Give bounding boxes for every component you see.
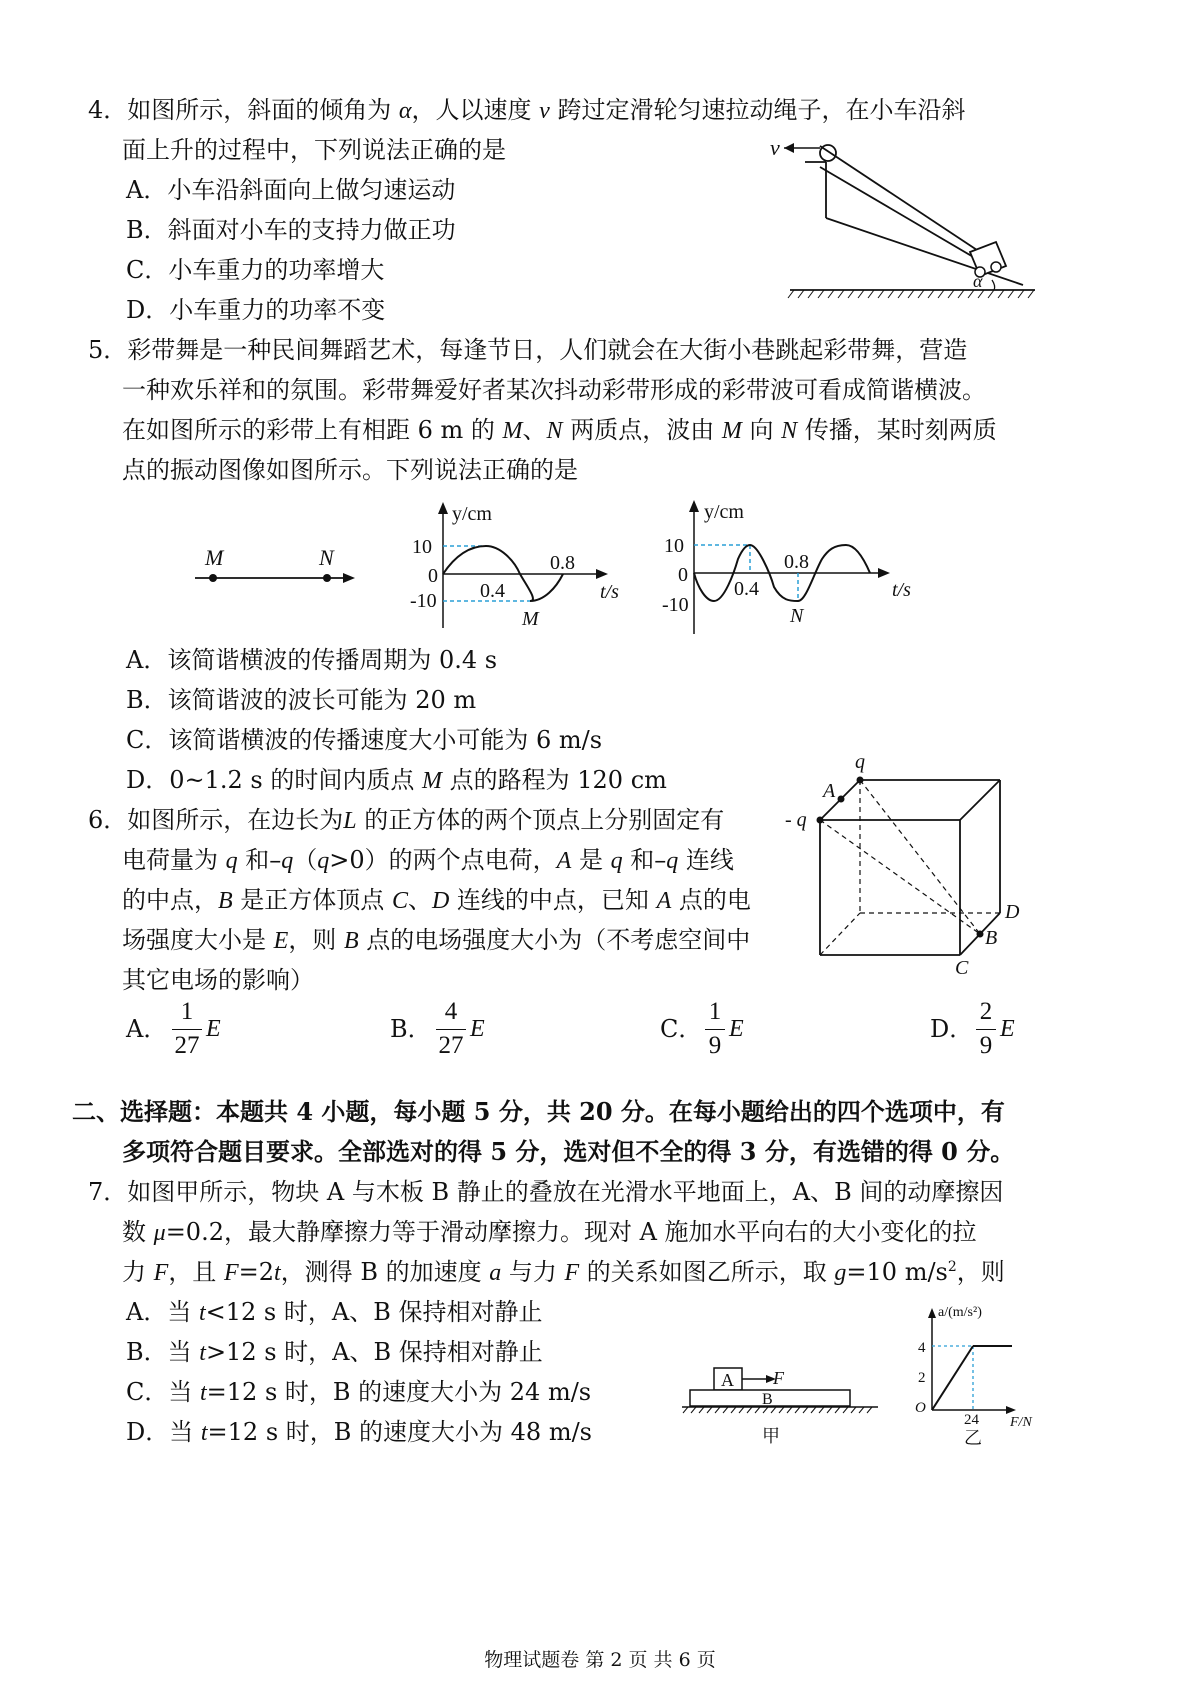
q5-option-c: C．该简谐横波的传播速度大小可能为 6 m/s bbox=[126, 726, 603, 754]
svg-text:a/(m/s²): a/(m/s²) bbox=[938, 1305, 982, 1320]
q5-graph-m bbox=[410, 500, 640, 630]
q5-option-d: D．0~1.2 s 的时间内质点 M 点的路程为 120 cm bbox=[126, 766, 667, 794]
q4-option-b: B．斜面对小车的支持力做正功 bbox=[126, 216, 456, 244]
q7-option-c: C．当 t=12 s 时，B 的速度大小为 24 m/s bbox=[126, 1378, 592, 1406]
q6-stem-line2: 电荷量为 q 和–q（q>0）的两个点电荷，A 是 q 和–q 连线 bbox=[122, 846, 734, 874]
q6-option-a-fraction: 1 27 bbox=[172, 998, 202, 1061]
svg-text:y/cm: y/cm bbox=[452, 503, 492, 525]
q4-incline-figure bbox=[770, 130, 1050, 310]
svg-text:C: C bbox=[955, 957, 969, 979]
q5-stem-line3: 在如图所示的彩带上有相距 6 m 的 M、N 两质点，波由 M 向 N 传播，某时刻两质 bbox=[122, 416, 997, 444]
q5-option-a: A．该简谐横波的传播周期为 0.4 s bbox=[126, 646, 498, 674]
q4-option-c: C．小车重力的功率增大 bbox=[126, 256, 385, 284]
svg-text:B: B bbox=[762, 1391, 773, 1408]
q4-stem-line1: 4．如图所示，斜面的倾角为 α，人以速度 v 跨过定滑轮匀速拉动绳子，在小车沿斜 bbox=[88, 96, 966, 124]
svg-text:10: 10 bbox=[664, 535, 684, 557]
svg-text:- q: - q bbox=[785, 809, 807, 831]
svg-text:24: 24 bbox=[964, 1412, 979, 1428]
q6-option-b-label: B． bbox=[390, 1015, 432, 1043]
svg-text:N: N bbox=[319, 545, 334, 570]
svg-text:乙: 乙 bbox=[964, 1428, 982, 1448]
svg-text:t/s: t/s bbox=[892, 579, 911, 601]
q6-stem-line5: 其它电场的影响） bbox=[122, 966, 314, 994]
q4-option-d: D．小车重力的功率不变 bbox=[126, 296, 386, 324]
q6-option-a-e: E bbox=[206, 1016, 221, 1042]
section2-header-line1: 二、选择题：本题共 4 小题，每小题 5 分，共 20 分。在每小题给出的四个选项中，有 bbox=[72, 1097, 1005, 1126]
svg-text:t/s: t/s bbox=[600, 581, 619, 603]
svg-text:B: B bbox=[985, 927, 998, 949]
svg-text:A: A bbox=[721, 1370, 734, 1390]
svg-text:α: α bbox=[973, 271, 983, 291]
q7-option-a: A．当 t<12 s 时，A、B 保持相对静止 bbox=[126, 1298, 543, 1326]
q6-option-c-fraction: 1 9 bbox=[705, 998, 725, 1061]
q7-option-d: D．当 t=12 s 时，B 的速度大小为 48 m/s bbox=[126, 1418, 592, 1446]
svg-text:0: 0 bbox=[428, 565, 438, 587]
svg-text:0: 0 bbox=[678, 564, 688, 586]
svg-text:M: M bbox=[522, 608, 539, 630]
svg-text:y/cm: y/cm bbox=[704, 501, 744, 523]
svg-text:0.8: 0.8 bbox=[550, 552, 575, 574]
svg-text:甲: 甲 bbox=[762, 1426, 780, 1446]
q5-stem-line2: 一种欢乐祥和的氛围。彩带舞爱好者某次抖动彩带形成的彩带波可看成简谐横波。 bbox=[122, 376, 986, 404]
svg-text:M: M bbox=[205, 545, 224, 570]
svg-text:-10: -10 bbox=[662, 594, 689, 616]
q6-option-a-label: A． bbox=[126, 1015, 168, 1043]
q7-stem-line3: 力 F，且 F=2t，测得 B 的加速度 a 与力 F 的关系如图乙所示，取 g=10 $m/s^2$，则 bbox=[122, 1258, 1005, 1286]
q5-stem-line1: 5．彩带舞是一种民间舞蹈艺术，每逢节日，人们就会在大街小巷跳起彩带舞，营造 bbox=[88, 336, 968, 364]
q6-option-b-fraction: 4 27 bbox=[436, 998, 466, 1061]
q7-stem-line2: 数 μ=0.2，最大静摩擦力等于滑动摩擦力。现对 A 施加水平向右的大小变化的拉 bbox=[122, 1218, 977, 1246]
svg-text:0.4: 0.4 bbox=[734, 578, 759, 600]
svg-text:D: D bbox=[1005, 901, 1020, 923]
svg-text:4: 4 bbox=[918, 1340, 926, 1356]
q4-option-a: A．小车沿斜面向上做匀速运动 bbox=[126, 176, 456, 204]
svg-text:N: N bbox=[790, 605, 804, 627]
svg-text:q: q bbox=[855, 751, 865, 773]
q6-option-d-e: E bbox=[1000, 1016, 1015, 1042]
q6-stem-line1: 6．如图所示，在边长为L 的正方体的两个顶点上分别固定有 bbox=[88, 806, 725, 834]
svg-text:-10: -10 bbox=[410, 590, 437, 612]
q5-graph-n bbox=[658, 498, 928, 638]
page-footer: 物理试题卷 第 2 页 共 6 页 bbox=[484, 1649, 716, 1671]
q6-option-d-fraction: 2 9 bbox=[976, 998, 996, 1061]
svg-text:2: 2 bbox=[918, 1370, 926, 1386]
q7-figure-yi bbox=[910, 1300, 1050, 1460]
q6-stem-line3: 的中点，B 是正方体顶点 C、D 连线的中点，已知 A 点的电 bbox=[122, 886, 751, 914]
q6-option-c-label: C． bbox=[660, 1015, 703, 1043]
svg-text:0.4: 0.4 bbox=[480, 580, 505, 602]
q7-stem-line1: 7．如图甲所示，物块 A 与木板 B 静止的叠放在光滑水平地面上，A、B 间的动摩擦因 bbox=[88, 1178, 1004, 1206]
q6-option-b-e: E bbox=[470, 1016, 485, 1042]
svg-text:F: F bbox=[773, 1368, 784, 1388]
svg-text:F/N: F/N bbox=[1010, 1415, 1032, 1430]
svg-text:v: v bbox=[770, 135, 780, 160]
section2-header-line2: 多项符合题目要求。全部选对的得 5 分，选对但不全的得 3 分，有选错的得 0 分。 bbox=[122, 1137, 1015, 1166]
q4-stem-line2: 面上升的过程中，下列说法正确的是 bbox=[122, 136, 506, 164]
q7-figure-jia bbox=[680, 1362, 880, 1452]
q6-option-c-e: E bbox=[729, 1016, 744, 1042]
q5-option-b: B．该简谐波的波长可能为 20 m bbox=[126, 686, 477, 714]
q7-option-b: B．当 t>12 s 时，A、B 保持相对静止 bbox=[126, 1338, 543, 1366]
svg-text:10: 10 bbox=[412, 536, 432, 558]
q6-stem-line4: 场强度大小是 E，则 B 点的电场强度大小为（不考虑空间中 bbox=[122, 926, 751, 954]
svg-text:A: A bbox=[823, 780, 836, 802]
svg-text:0.8: 0.8 bbox=[784, 551, 809, 573]
svg-text:O: O bbox=[915, 1400, 926, 1416]
q6-option-d-label: D． bbox=[930, 1015, 974, 1043]
q5-string-figure bbox=[195, 545, 395, 595]
q5-stem-line4: 点的振动图像如图所示。下列说法正确的是 bbox=[122, 456, 578, 484]
q6-cube-figure bbox=[785, 750, 1045, 990]
